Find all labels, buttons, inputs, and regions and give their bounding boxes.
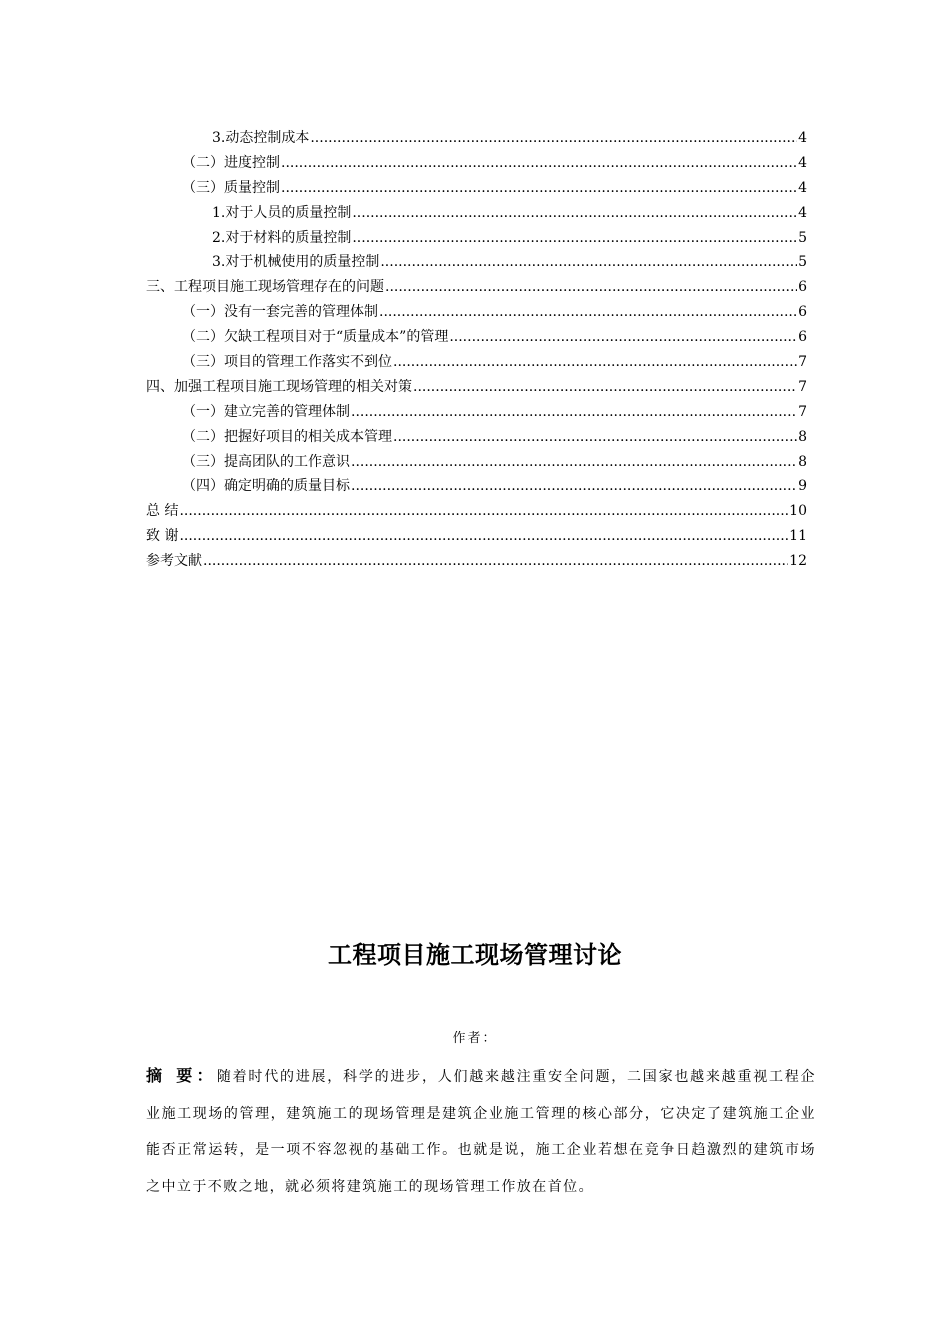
toc-entry-page: 6	[798, 329, 807, 346]
toc-dot-leader	[379, 300, 797, 325]
toc-entry-label: 致 谢	[146, 528, 179, 545]
toc-entry-page: 5	[798, 229, 807, 246]
toc-entry-page: 7	[798, 403, 807, 420]
toc-dot-leader	[351, 474, 797, 499]
toc-entry-label: 3.动态控制成本	[212, 130, 310, 146]
toc-entry[interactable]	[146, 425, 807, 450]
toc-entry-label: （三）项目的管理工作落实不到位	[182, 354, 392, 371]
toc-entry[interactable]	[146, 126, 807, 151]
toc-entry-label: 3.对于机械使用的质量控制	[212, 254, 380, 271]
toc-dot-leader	[449, 325, 797, 350]
toc-entry[interactable]	[146, 201, 807, 226]
toc-entry[interactable]	[146, 499, 807, 524]
toc-entry[interactable]	[146, 450, 807, 475]
toc-entry-label: （一）没有一套完善的管理体制	[182, 304, 378, 321]
toc-dot-leader	[380, 250, 797, 275]
toc-dot-leader	[281, 151, 797, 176]
toc-dot-leader	[352, 201, 797, 226]
toc-entry-label: 总 结	[146, 503, 179, 520]
toc-entry[interactable]	[146, 300, 807, 325]
toc-dot-leader	[352, 226, 797, 251]
toc-entry-page: 4	[798, 204, 807, 221]
toc-entry[interactable]	[146, 350, 807, 375]
toc-dot-leader	[393, 350, 797, 375]
toc-entry-page: 6	[798, 279, 807, 296]
toc-entry-label: 1.对于人员的质量控制	[212, 204, 352, 221]
author-line: 作者：	[452, 1031, 498, 1046]
toc-dot-leader	[385, 275, 797, 300]
toc-dot-leader	[310, 126, 797, 151]
toc-dot-leader	[203, 549, 788, 574]
toc-entry-page: 9	[798, 478, 807, 495]
toc-entry-page: 5	[798, 254, 807, 271]
toc-dot-leader	[281, 176, 797, 201]
toc-dot-leader	[351, 450, 797, 475]
toc-dot-leader	[179, 524, 788, 549]
toc-entry-page: 8	[798, 428, 807, 445]
toc-entry-label: 参考文献	[146, 553, 202, 570]
toc-dot-leader	[413, 375, 797, 400]
toc-entry-page: 12	[789, 553, 807, 570]
toc-entry[interactable]	[146, 226, 807, 251]
abstract-label: 摘 要：	[146, 1066, 217, 1085]
toc-entry-page: 8	[798, 453, 807, 470]
toc-entry[interactable]	[146, 524, 807, 549]
toc-entry-label: （三）提高团队的工作意识	[182, 453, 350, 470]
toc-entry-page: 4	[798, 130, 807, 146]
toc-entry[interactable]	[146, 275, 807, 300]
toc-entry-label: （一）建立完善的管理体制	[182, 403, 350, 420]
toc-entry-page: 11	[789, 528, 807, 545]
toc-entry[interactable]	[146, 549, 807, 574]
toc-entry-page: 7	[798, 378, 807, 395]
toc-entry[interactable]	[146, 375, 807, 400]
toc-entry-label: 2.对于材料的质量控制	[212, 229, 352, 246]
toc-entry[interactable]	[146, 474, 807, 499]
toc-entry-label: 四、加强工程项目施工现场管理的相关对策	[146, 378, 412, 395]
toc-entry-label: （二）把握好项目的相关成本管理	[182, 428, 392, 445]
toc-entry-label: （四）确定明确的质量目标	[182, 478, 350, 495]
abstract-text: 随着时代的进展，科学的进步，人们越来越注重安全问题，二国家也越来越重视工程企业施工现场的管理，建筑施工的现场管理是建筑企业施工管理的核心部分，它决定了建筑施工企业能否正常运转，是一项不容忽视的基础工作。也就是说，施工企业若想在竞争日趋激烈的建筑市场之中立于不败之地，就必须将建筑施工的现场管理工作放在首位。	[146, 1069, 816, 1195]
toc-entry[interactable]	[146, 176, 807, 201]
document-title: 工程项目施工现场管理讨论	[328, 940, 622, 969]
toc-entry-label: （三）质量控制	[182, 179, 280, 196]
toc-entry-page: 4	[798, 154, 807, 171]
toc-dot-leader	[179, 499, 788, 524]
toc-entry[interactable]	[146, 325, 807, 350]
toc-entry-page: 7	[798, 354, 807, 371]
abstract-paragraph	[146, 1058, 816, 1205]
toc-entry[interactable]	[146, 250, 807, 275]
toc-dot-leader	[393, 425, 797, 450]
toc-dot-leader	[351, 400, 797, 425]
toc-entry-label: （二）欠缺工程项目对于“质量成本”的管理	[182, 329, 449, 346]
toc-entry-page: 10	[789, 503, 807, 520]
toc-entry-label: （二）进度控制	[182, 154, 280, 171]
toc-entry[interactable]	[146, 151, 807, 176]
toc-entry[interactable]	[146, 400, 807, 425]
toc-entry-label: 三、工程项目施工现场管理存在的问题	[146, 279, 384, 296]
toc-entry-page: 6	[798, 304, 807, 321]
table-of-contents	[146, 126, 807, 574]
toc-entry-page: 4	[798, 179, 807, 196]
